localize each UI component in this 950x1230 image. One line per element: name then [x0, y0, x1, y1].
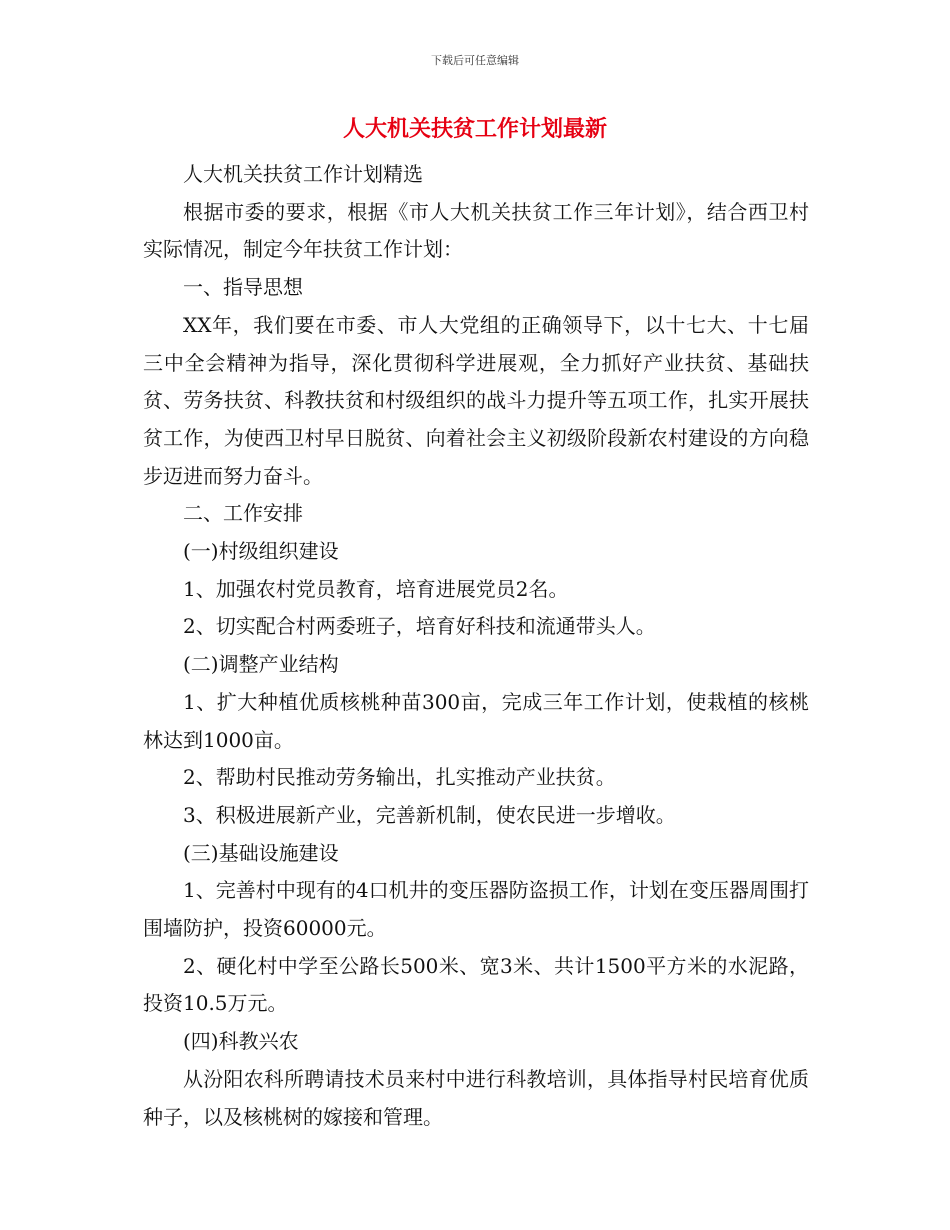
subsection-heading-infrastructure: (三)基础设施建设 [183, 840, 339, 865]
subsection-heading-science-education: (四)科教兴农 [183, 1029, 299, 1054]
list-item: 1、完善村中现有的4口机井的变压器防盗损工作，计划在变压器周围打围墙防护，投资60000元。 [143, 878, 809, 941]
document-body [143, 156, 809, 1136]
section-heading-guiding-ideology: 一、指导思想 [183, 275, 303, 300]
document-title: 人大机关扶贫工作计划最新 [342, 116, 607, 142]
list-item: 2、硬化村中学至公路长500米、宽3米、共计1500平方米的水泥路，投资10.5万元。 [143, 953, 809, 1016]
subsection-heading-village-organization: (一)村级组织建设 [183, 539, 339, 564]
paragraph-science-education: 从汾阳农科所聘请技术员来村中进行科教培训，具体指导村民培育优质种子，以及核桃树的嫁接和管理。 [143, 1066, 809, 1129]
paragraph-subtitle: 人大机关扶贫工作计划精选 [183, 162, 423, 186]
subsection-heading-industry-structure: (二)调整产业结构 [183, 652, 339, 677]
list-item: 1、扩大种植优质核桃种苗300亩，完成三年工作计划，使栽植的核桃林达到1000亩。 [143, 689, 809, 752]
list-item: 3、积极进展新产业，完善新机制，使农民进一步增收。 [183, 802, 676, 827]
header-note: 下载后可任意编辑 [431, 54, 519, 67]
list-item: 2、帮助村民推动劳务输出，扎实推动产业扶贫。 [183, 765, 616, 790]
section-heading-work-arrangement: 二、工作安排 [183, 501, 303, 526]
list-item: 1、加强农村党员教育，培育进展党员2名。 [183, 576, 569, 601]
paragraph-intro: 根据市委的要求，根据《市人大机关扶贫工作三年计划》，结合西卫村实际情况，制定今年扶贫工作计划： [143, 199, 809, 262]
list-item: 2、切实配合村两委班子，培育好科技和流通带头人。 [183, 614, 656, 639]
paragraph-guiding-ideology: XX年，我们要在市委、市人大党组的正确领导下，以十七大、十七届三中全会精神为指导，深化贯彻科学进展观，全力抓好产业扶贫、基础扶贫、劳务扶贫、科教扶贫和村级组织的战斗力提升等五项工作，扎实开展扶贫工作，为使西卫村早日脱贫、向着社会主义初级阶段新农村建设的方向稳步迈进而努力奋斗。 [143, 312, 809, 488]
